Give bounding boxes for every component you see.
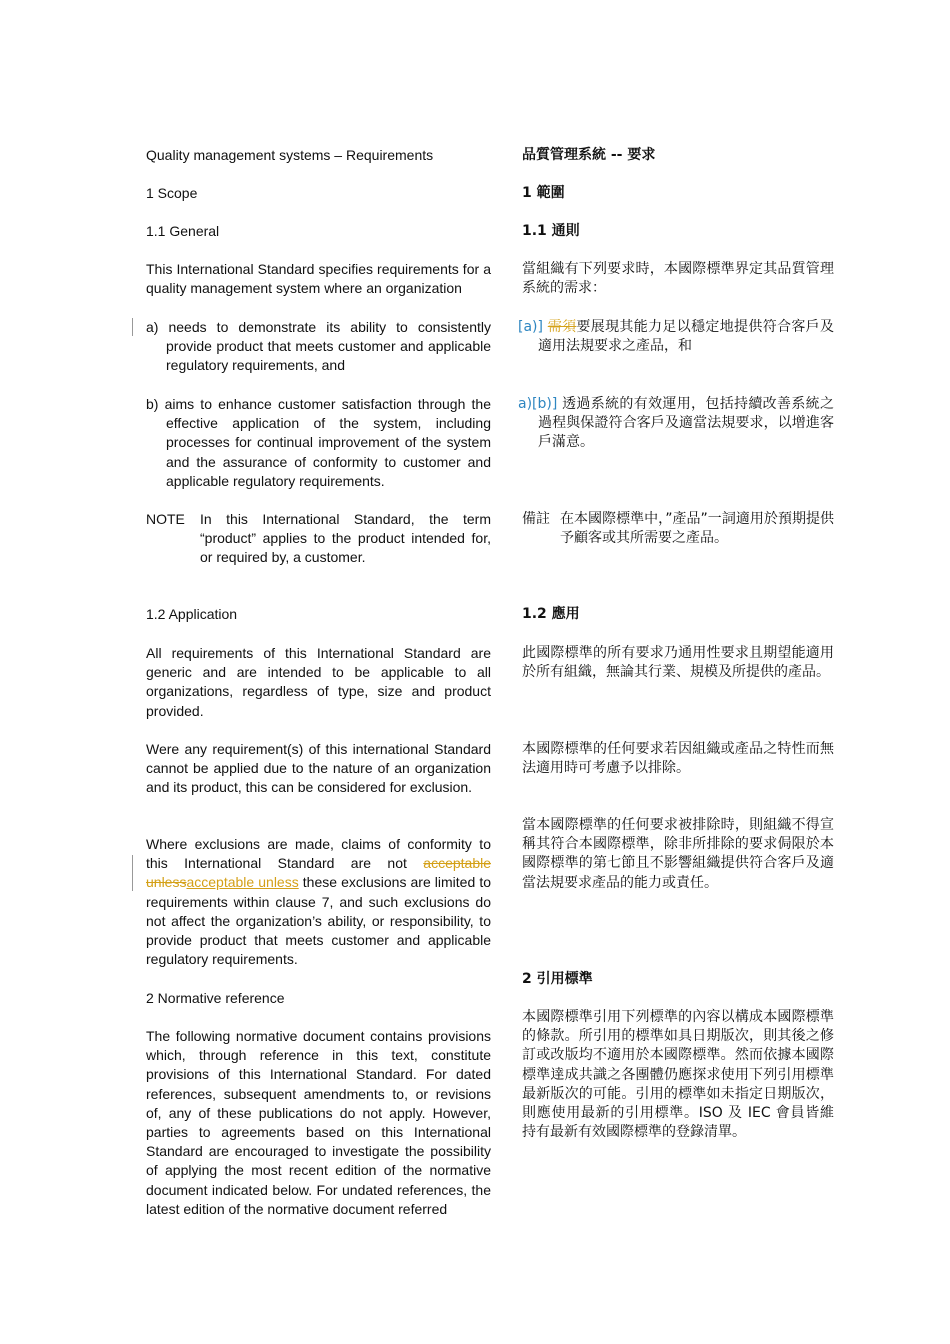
en-application-paragraph-3 (146, 835, 491, 969)
en-item-b: b) aims to enhance customer satisfaction through the effective application of the system, including processes for continual improvement of the system and the assurance of conformity to customer and applicable regulatory requirements. (146, 396, 491, 489)
zh-normative-heading: 2 引用標準 (522, 971, 593, 987)
en-normative-heading: 2 Normative reference (146, 990, 285, 1006)
zh-title: 品質管理系統 -- 要求 (522, 147, 656, 163)
zh-application-heading: 1.2 應用 (522, 606, 580, 622)
zh-general-paragraph: 當組織有下列要求時，本國際標準界定其品質管理系統的需求： (522, 261, 834, 297)
en-general-paragraph: This International Standard specifies requirements for a quality management system where an organization (146, 261, 491, 297)
zh-item-a-text: 要展現其能力足以穩定地提供符合客戶及適用法規要求之產品，和 (538, 319, 835, 355)
en-title: Quality management systems – Requirements (146, 147, 434, 163)
en-application-heading: 1.2 Application (146, 606, 238, 622)
zh-item-a-marker: [a)] (518, 319, 543, 335)
change-bar-exclusions (132, 855, 133, 891)
deleted-text: acceptable unless (146, 855, 491, 891)
en-application-paragraph-1: All requirements of this International Standard are generic and are intended to be applicable to all organizations, regardless of type, size and product provided. (146, 645, 491, 719)
en-note-label: NOTE (146, 511, 185, 527)
inserted-text: acceptable unless (186, 874, 299, 891)
english-column (146, 0, 491, 1344)
zh-item-b-marker: a)[b)] (518, 396, 558, 412)
en-item-a: a) needs to demonstrate its ability to consistently provide product that meets customer and applicable regulatory requirements, and (146, 319, 491, 374)
en-note (146, 510, 491, 568)
zh-note-label: 備註 (522, 511, 550, 527)
change-bar-item-a (132, 318, 133, 336)
en-note-text: In this International Standard, the term “product” applies to the product intended for, or required by, a customer. (200, 511, 491, 566)
zh-item-b-text: 透過系統的有效運用，包括持續改善系統之過程與保證符合客戶及適當法規要求，以增進客戶滿意。 (538, 396, 834, 451)
chinese-column (518, 0, 835, 1344)
zh-application-paragraph-2: 本國際標準的任何要求若因組織或產品之特性而無法適用時可考慮予以排除。 (522, 741, 834, 777)
zh-item-a (518, 318, 834, 356)
zh-application-paragraph-1: 此國際標準的所有要求乃通用性要求且期望能適用於所有組織，無論其行業、規模及所提供的產品。 (522, 645, 834, 681)
en-general-heading: 1.1 General (146, 223, 220, 239)
zh-note-text: 在本國際標準中，”產品”一詞適用於預期提供予顧客或其所需要之產品。 (560, 511, 834, 547)
zh-general-heading: 1.1 通則 (522, 223, 580, 239)
zh-application-paragraph-3: 當本國際標準的任何要求被排除時，則組織不得宣稱其符合本國際標準，除非所排除的要求侷限於本國際標準的第七節且不影響組織提供符合客戶及適當法規要求產品的能力或責任。 (522, 817, 834, 891)
en-scope-heading: 1 Scope (146, 185, 198, 201)
en-app-para3-post: these exclusions are limited to requirements within clause 7, and such exclusions do not affect the organization’s ability, or responsibility, to provide product that meets customer and applicable regulatory requirements. (146, 874, 491, 968)
en-normative-paragraph: The following normative document contains provisions which, through reference in this text, constitute provisions of this International Standard. For dated references, subsequent amendments to, or revisions of, any of these publications do not apply. However, parties to agreements based on this International Standard are encouraged to investigate the possibility of applying the most recent edition of the normative document indicated below. For undated references, the latest edition of the normative document referred (146, 1028, 491, 1217)
zh-item-b (518, 395, 834, 453)
zh-scope-heading: 1 範圍 (522, 185, 565, 201)
zh-deleted-text: 需須 (547, 319, 577, 335)
zh-note (522, 510, 834, 548)
en-application-paragraph-2: Were any requirement(s) of this international Standard cannot be applied due to the nature of an organization and its product, this can be considered for exclusion. (146, 741, 491, 796)
zh-normative-paragraph: 本國際標準引用下列標準的內容以構成本國際標準的條款。所引用的標準如具日期版次，則其後之修訂或改版均不適用於本國際標準。然而依據本國際標準達成共識之各團體仍應探求使用下列引用標準最新版次的可能。引用的標準如未指定日期版次，則應使用最新的引用標準。ISO 及 IEC 會員皆維持有最新有效國際標準的登錄清單。 (522, 1009, 834, 1141)
en-app-para3-pre: Where exclusions are made, claims of conformity to this International Standard are not (146, 836, 491, 872)
